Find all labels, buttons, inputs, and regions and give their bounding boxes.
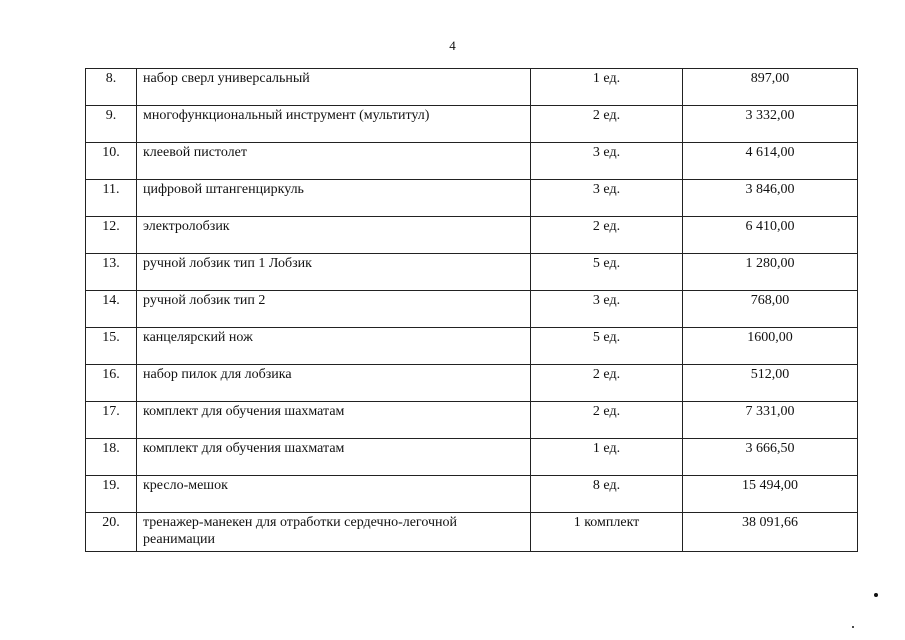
scan-speck xyxy=(874,593,878,597)
scan-speck xyxy=(852,626,854,628)
table-row xyxy=(86,217,858,254)
item-price: 7 331,00 xyxy=(683,402,858,439)
item-price: 4 614,00 xyxy=(683,143,858,180)
item-name: ручной лобзик тип 2 xyxy=(137,291,531,328)
item-name: ручной лобзик тип 1 Лобзик xyxy=(137,254,531,291)
item-price: 6 410,00 xyxy=(683,217,858,254)
item-quantity: 2 ед. xyxy=(531,217,683,254)
item-name: комплект для обучения шахматам xyxy=(137,439,531,476)
item-price: 3 666,50 xyxy=(683,439,858,476)
row-number: 16. xyxy=(86,365,137,402)
table-row xyxy=(86,180,858,217)
item-quantity: 8 ед. xyxy=(531,476,683,513)
item-quantity: 5 ед. xyxy=(531,254,683,291)
item-name: набор пилок для лобзика xyxy=(137,365,531,402)
item-quantity: 1 ед. xyxy=(531,439,683,476)
item-quantity: 3 ед. xyxy=(531,180,683,217)
item-price: 1 280,00 xyxy=(683,254,858,291)
row-number: 10. xyxy=(86,143,137,180)
table-row xyxy=(86,254,858,291)
table-row xyxy=(86,106,858,143)
item-price: 512,00 xyxy=(683,365,858,402)
item-quantity: 1 ед. xyxy=(531,69,683,106)
table-row xyxy=(86,143,858,180)
table-row xyxy=(86,402,858,439)
item-price: 3 332,00 xyxy=(683,106,858,143)
page-number: 4 xyxy=(449,38,456,53)
table-row xyxy=(86,69,858,106)
item-name: кресло-мешок xyxy=(137,476,531,513)
item-quantity: 1 комплект xyxy=(531,513,683,552)
item-price: 3 846,00 xyxy=(683,180,858,217)
item-quantity: 2 ед. xyxy=(531,402,683,439)
row-number: 8. xyxy=(86,69,137,106)
row-number: 15. xyxy=(86,328,137,365)
item-price: 1600,00 xyxy=(683,328,858,365)
table-row xyxy=(86,291,858,328)
row-number: 20. xyxy=(86,513,137,552)
table-row xyxy=(86,476,858,513)
item-name: цифровой штангенциркуль xyxy=(137,180,531,217)
item-quantity: 3 ед. xyxy=(531,143,683,180)
item-quantity: 2 ед. xyxy=(531,106,683,143)
row-number: 13. xyxy=(86,254,137,291)
row-number: 17. xyxy=(86,402,137,439)
item-name: электролобзик xyxy=(137,217,531,254)
table-row xyxy=(86,439,858,476)
table-row xyxy=(86,328,858,365)
row-number: 18. xyxy=(86,439,137,476)
row-number: 11. xyxy=(86,180,137,217)
item-quantity: 3 ед. xyxy=(531,291,683,328)
item-name: набор сверл универсальный xyxy=(137,69,531,106)
item-name: тренажер-манекен для отработки сердечно-легочной реанимации xyxy=(137,513,531,552)
item-price: 768,00 xyxy=(683,291,858,328)
item-quantity: 5 ед. xyxy=(531,328,683,365)
item-name: комплект для обучения шахматам xyxy=(137,402,531,439)
item-name: канцелярский нож xyxy=(137,328,531,365)
table-row xyxy=(86,513,858,552)
row-number: 12. xyxy=(86,217,137,254)
row-number: 19. xyxy=(86,476,137,513)
row-number: 9. xyxy=(86,106,137,143)
items-table xyxy=(85,68,858,552)
item-price: 38 091,66 xyxy=(683,513,858,552)
table-row xyxy=(86,365,858,402)
row-number: 14. xyxy=(86,291,137,328)
item-price: 15 494,00 xyxy=(683,476,858,513)
item-quantity: 2 ед. xyxy=(531,365,683,402)
item-price: 897,00 xyxy=(683,69,858,106)
item-name: клеевой пистолет xyxy=(137,143,531,180)
item-name: многофункциональный инструмент (мультитул) xyxy=(137,106,531,143)
